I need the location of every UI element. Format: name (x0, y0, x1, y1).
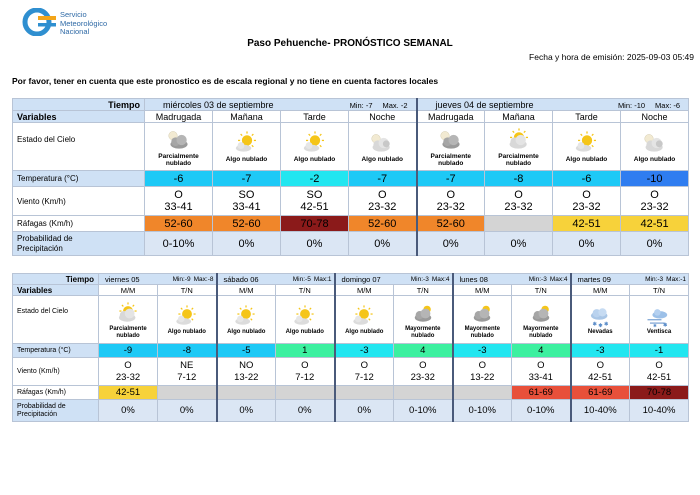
forecast-table-week2 (12, 273, 689, 422)
precip-cell: 0-10% (453, 400, 512, 422)
day-header: domingo 07 Min:-3 Max:4 (335, 274, 453, 285)
day-header: lunes 08 Min:-3 Max:4 (453, 274, 571, 285)
sky-cell (417, 123, 485, 171)
gust-cell: 70-78 (630, 386, 689, 400)
temp-cell: 1 (276, 344, 335, 358)
sky-cell (158, 296, 217, 344)
logo-text: Servicio Meteorológico Nacional (60, 10, 108, 36)
partly-cloudy-icon (504, 128, 534, 152)
sun-cloud-icon (300, 131, 330, 155)
wind-direction: O (582, 189, 591, 201)
temp-cell: -7 (349, 171, 417, 187)
wind-cell (281, 187, 349, 216)
sun-cloud-icon (173, 305, 201, 328)
wind-row-label: Viento (Km/h) (13, 358, 99, 386)
period-header: Tarde (281, 111, 349, 123)
precip-cell: 0% (553, 232, 621, 256)
temp-cell: -1 (630, 344, 689, 358)
sky-text: Nevadas (587, 329, 613, 335)
period-header: Noche (621, 111, 689, 123)
partly-cloudy-night-icon (436, 128, 466, 152)
precip-cell: 0-10% (145, 232, 213, 256)
precip-row-label: Probabilidad de Precipitación (13, 400, 99, 422)
period-header: Mañana (485, 111, 553, 123)
wind-cell (417, 187, 485, 216)
smn-logo-icon (22, 8, 56, 36)
sun-cloud-icon (232, 131, 262, 155)
temp-cell: -6 (553, 171, 621, 187)
precip-cell: 0% (621, 232, 689, 256)
day-header: miércoles 03 de septiembre Min: -7 Max. -2 (145, 99, 417, 111)
precip-cell: 0% (417, 232, 485, 256)
sky-text: Mayormente nublado (464, 325, 500, 339)
wind-direction: O (478, 359, 486, 371)
temp-cell: -8 (485, 171, 553, 187)
gust-cell: 42-51 (621, 216, 689, 232)
wind-speed: 33-41 (164, 201, 193, 213)
gust-cell: 42-51 (553, 216, 621, 232)
sky-row-label: Estado del Cielo (13, 123, 145, 171)
sky-text: Parcialmente nublado (109, 325, 147, 339)
gust-cell (453, 386, 512, 400)
period-header: Madrugada (145, 111, 213, 123)
sky-text: Algo nublado (633, 156, 676, 164)
gust-cell: 61-69 (512, 386, 571, 400)
sky-text: Mayormente nublado (405, 325, 441, 339)
partly-cloudy-night-icon (164, 128, 194, 152)
sun-cloud-icon (232, 305, 260, 328)
gust-cell (394, 386, 453, 400)
gust-cell (158, 386, 217, 400)
wind-direction: O (301, 359, 309, 371)
period-header: Tarde (553, 111, 621, 123)
sky-text: Parcialmente nublado (498, 152, 539, 167)
wind-speed: 23-32 (436, 201, 465, 213)
wind-direction: O (596, 359, 604, 371)
sky-text: Algo nublado (227, 329, 266, 335)
wind-speed: 7-12 (295, 371, 315, 383)
wind-direction: O (174, 189, 183, 201)
period-header: M/M (453, 285, 512, 296)
regional-notice: Por favor, tener en cuenta que este pronostico es de escala regional y no tiene en cuenta factores locales (12, 76, 439, 86)
period-header: M/M (99, 285, 158, 296)
period-header: T/N (276, 285, 335, 296)
temp-cell: -10 (621, 171, 689, 187)
wind-cell (158, 358, 217, 386)
sky-cell (276, 296, 335, 344)
gust-cell: 61-69 (571, 386, 630, 400)
gust-cell (335, 386, 394, 400)
wind-cell (621, 187, 689, 216)
wind-direction: NO (239, 359, 254, 371)
sky-cell (335, 296, 394, 344)
page-title: Paso Pehuenche- PRONÓSTICO SEMANAL (247, 38, 453, 49)
gust-cell: 42-51 (99, 386, 158, 400)
temp-cell: -9 (99, 344, 158, 358)
wind-direction: O (446, 189, 456, 201)
day-header: martes 09 Min:-3 Max:-1 (571, 274, 689, 285)
tiempo-header: Tiempo (13, 99, 145, 111)
precip-cell: 0% (158, 400, 217, 422)
precip-cell: 10-40% (630, 400, 689, 422)
mostly-cloudy-icon (527, 302, 555, 325)
gust-row-label: Ráfagas (Km/h) (13, 216, 145, 232)
precip-cell: 0-10% (394, 400, 453, 422)
gust-cell: 70-78 (281, 216, 349, 232)
snow-icon (586, 305, 614, 328)
sky-text: Mayormente nublado (523, 325, 559, 339)
sky-cell (630, 296, 689, 344)
wind-cell (145, 187, 213, 216)
mostly-cloudy-icon (468, 302, 496, 325)
tiempo-header: Tiempo (13, 274, 99, 285)
period-header: Mañana (213, 111, 281, 123)
sky-text: Algo nublado (225, 156, 268, 164)
wind-direction: O (124, 359, 132, 371)
wind-speed: 23-32 (504, 201, 533, 213)
temp-cell: -7 (213, 171, 281, 187)
temp-cell: -8 (158, 344, 217, 358)
svg-text:✱: ✱ (592, 322, 597, 328)
sun-cloud-icon (291, 305, 319, 328)
precip-cell: 10-40% (571, 400, 630, 422)
svg-text:✱: ✱ (604, 322, 609, 328)
variables-header: Variables (13, 111, 145, 123)
day-header: jueves 04 de septiembre Min: -10 Max: -6 (417, 99, 689, 111)
sky-text: Algo nublado (361, 156, 404, 164)
sky-cell (99, 296, 158, 344)
wind-direction: SO (306, 189, 323, 201)
wind-speed: 42-51 (588, 371, 613, 383)
temp-cell: -2 (281, 171, 349, 187)
period-header: Madrugada (417, 111, 485, 123)
gust-cell (217, 386, 276, 400)
sky-text: Algo nublado (293, 156, 336, 164)
sky-cell (281, 123, 349, 171)
precip-cell: 0% (485, 232, 553, 256)
temp-cell: 4 (512, 344, 571, 358)
wind-cell (276, 358, 335, 386)
temp-row-label: Temperatura (°C) (13, 344, 99, 358)
temp-cell: -3 (335, 344, 394, 358)
sky-cell (571, 296, 630, 344)
temp-cell: -3 (571, 344, 630, 358)
period-header: T/N (158, 285, 217, 296)
precip-cell: 0% (99, 400, 158, 422)
forecast-table-week1 (12, 98, 689, 256)
precip-cell: 0% (335, 400, 394, 422)
period-header: M/M (571, 285, 630, 296)
wind-cell (485, 187, 553, 216)
wind-cell (553, 187, 621, 216)
wind-cell (394, 358, 453, 386)
svg-text:✱: ✱ (653, 323, 657, 328)
svg-text:✱: ✱ (663, 323, 668, 328)
mostly-cloudy-icon (409, 302, 437, 325)
smn-logo (22, 8, 162, 40)
gust-cell (485, 216, 553, 232)
gust-row-label: Ráfagas (Km/h) (13, 386, 99, 400)
precip-row-label: Probabilidad de Precipitación (13, 232, 145, 256)
wind-direction: O (655, 359, 663, 371)
wind-speed: 23-32 (115, 371, 141, 383)
wind-cell (512, 358, 571, 386)
gust-cell: 52-60 (213, 216, 281, 232)
wind-speed: 33-41 (528, 371, 553, 383)
precip-cell: 0% (217, 400, 276, 422)
precip-cell: 0% (213, 232, 281, 256)
gust-cell (276, 386, 335, 400)
wind-cell (213, 187, 281, 216)
sky-cell (453, 296, 512, 344)
wind-direction: O (360, 359, 368, 371)
wind-direction: O (537, 359, 545, 371)
sky-row-label: Estado del Cielo (13, 296, 99, 344)
sun-cloud-icon (572, 131, 602, 155)
sky-cell (621, 123, 689, 171)
variables-header: Variables (13, 285, 99, 296)
sky-text: Ventisca (646, 329, 672, 335)
wind-speed: 23-32 (640, 201, 669, 213)
wind-cell (335, 358, 394, 386)
temp-row-label: Temperatura (°C) (13, 171, 145, 187)
wind-cell (217, 358, 276, 386)
temp-cell: -3 (453, 344, 512, 358)
wind-speed: 42-51 (300, 201, 329, 213)
wind-speed: 23-32 (368, 201, 397, 213)
precip-cell: 0% (281, 232, 349, 256)
gust-cell: 52-60 (145, 216, 213, 232)
emission-datetime: Fecha y hora de emisión: 2025-09-03 05:49 (529, 52, 694, 62)
sky-text: Algo nublado (167, 329, 206, 335)
cloudy-night-icon (640, 131, 670, 155)
wind-direction: O (377, 189, 387, 201)
gust-cell: 52-60 (417, 216, 485, 232)
precip-cell: 0% (276, 400, 335, 422)
partly-cloudy-icon (114, 302, 142, 325)
period-header: M/M (217, 285, 276, 296)
sky-text: Algo nublado (565, 156, 608, 164)
wind-cell (453, 358, 512, 386)
sun-cloud-icon (350, 305, 378, 328)
sky-text: Parcialmente nublado (430, 152, 471, 167)
wind-direction: NE (180, 359, 194, 371)
period-header: T/N (630, 285, 689, 296)
temp-cell: -5 (217, 344, 276, 358)
temp-cell: -7 (417, 171, 485, 187)
wind-row-label: Viento (Km/h) (13, 187, 145, 216)
period-header: T/N (394, 285, 453, 296)
wind-cell (571, 358, 630, 386)
wind-speed: 13-22 (470, 371, 495, 383)
blizzard-icon (645, 305, 673, 328)
wind-cell (630, 358, 689, 386)
wind-cell (349, 187, 417, 216)
period-header: Noche (349, 111, 417, 123)
sky-cell (213, 123, 281, 171)
sky-text: Algo nublado (345, 329, 384, 335)
sky-text: Algo nublado (285, 329, 324, 335)
sky-text: Parcialmente nublado (158, 152, 199, 167)
wind-speed: 42-51 (646, 371, 672, 383)
sky-cell (349, 123, 417, 171)
wind-speed: 7-12 (354, 371, 374, 383)
sky-cell (512, 296, 571, 344)
period-header: M/M (335, 285, 394, 296)
wind-speed: 7-12 (177, 371, 197, 383)
period-header: T/N (512, 285, 571, 296)
day-header: sábado 06 Min:-5 Max:1 (217, 274, 335, 285)
wind-speed: 23-32 (572, 201, 601, 213)
wind-cell (99, 358, 158, 386)
wind-speed: 13-22 (234, 371, 259, 383)
precip-cell: 0-10% (512, 400, 571, 422)
sky-cell (394, 296, 453, 344)
sky-cell (553, 123, 621, 171)
sky-cell (145, 123, 213, 171)
svg-text:✱: ✱ (598, 324, 603, 328)
day-header: viernes 05 Min:-9 Max:-8 (99, 274, 217, 285)
wind-speed: 23-32 (410, 371, 435, 383)
wind-direction: SO (238, 189, 255, 201)
wind-direction: O (514, 189, 523, 201)
gust-cell: 52-60 (349, 216, 417, 232)
sky-cell (485, 123, 553, 171)
wind-direction: O (419, 359, 427, 371)
temp-cell: 4 (394, 344, 453, 358)
sky-cell (217, 296, 276, 344)
wind-speed: 33-41 (232, 201, 261, 213)
cloudy-night-icon (367, 131, 397, 155)
precip-cell: 0% (349, 232, 417, 256)
temp-cell: -6 (145, 171, 213, 187)
wind-direction: O (650, 189, 659, 201)
